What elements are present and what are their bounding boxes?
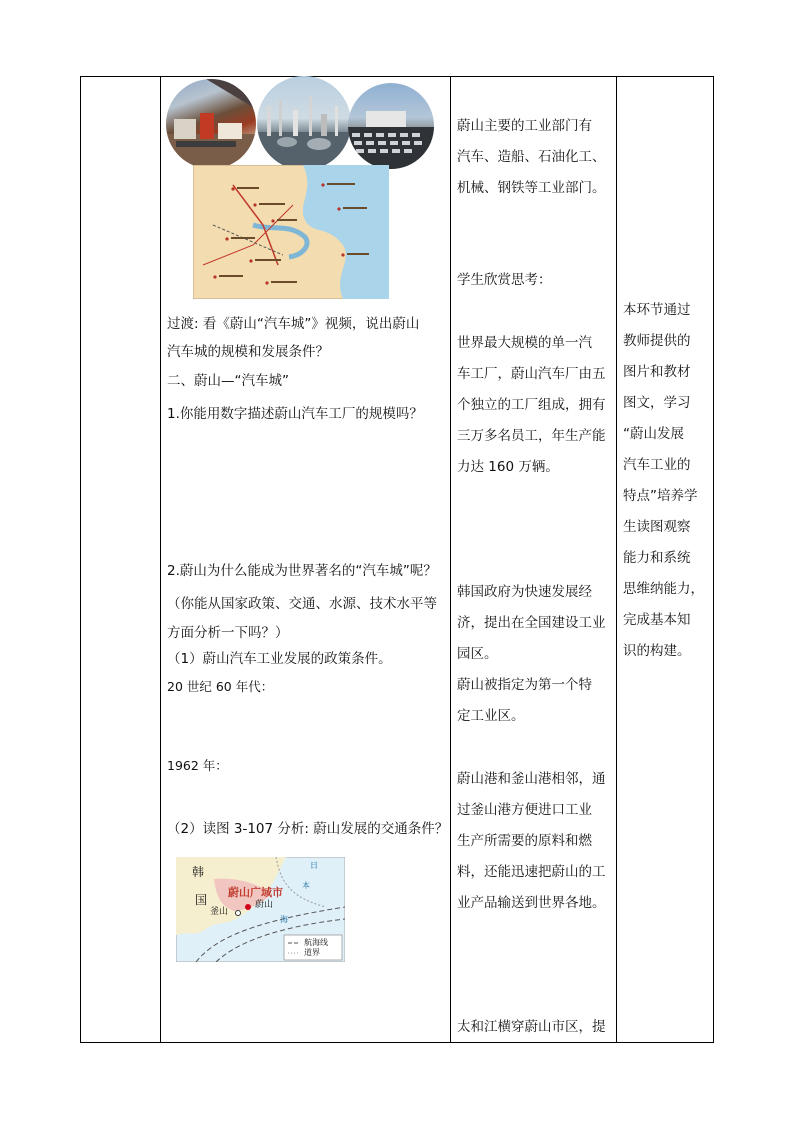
port-text-line2: 过釜山港方便进口工业	[457, 802, 592, 818]
table-top-border	[80, 76, 714, 77]
student-think-label: 学生欣赏思考：	[457, 272, 552, 288]
refinery-photo	[257, 76, 351, 170]
transition-text-line1: 过渡: 看《蔚山“汽车城”》视频，说出蔚山	[167, 316, 420, 332]
policy-text-line5: 定工业区。	[457, 708, 525, 724]
era-1960s-label: 20 世纪 60 年代：	[167, 679, 274, 694]
year-1962-label: 1962 年：	[167, 758, 228, 773]
design-intent-line: 识的构建。	[623, 643, 691, 659]
policy-text-line2: 济，提出在全国建设工业	[457, 615, 606, 631]
scale-text-line5: 力达 160 万辆。	[457, 459, 559, 475]
map-label-sea-3: 海	[280, 915, 288, 924]
design-intent-line: 图片和教材	[623, 364, 691, 380]
question-2-hint-line1: （你能从国家政策、交通、水源、技术水平等	[167, 596, 437, 612]
policy-text-line4: 蔚山被指定为第一个特	[457, 677, 592, 693]
map-label-sea-1: 日	[310, 861, 318, 870]
section-heading: 二、蔚山—“汽车城”	[167, 373, 289, 389]
industry-text-line1: 蔚山主要的工业部门有	[457, 118, 592, 134]
design-intent-line: 图文，学习	[623, 395, 691, 411]
scale-text-line3: 个独立的工厂组成，拥有	[457, 397, 606, 413]
map-label-korea-1: 韩	[192, 865, 205, 879]
design-intent-line: 特点”培养学	[623, 488, 698, 504]
design-intent-line: 生读图观察	[623, 519, 691, 535]
map-label-ulsan-city: 蔚山广域市	[228, 886, 283, 899]
table-right-border	[713, 76, 714, 1043]
port-text-line5: 业产品输送到世界各地。	[457, 895, 606, 911]
question-2: 2.蔚山为什么能成为世界著名的“汽车城”呢？	[167, 563, 437, 579]
column-divider-3	[616, 76, 617, 1043]
map-label-korea-2: 国	[195, 893, 208, 907]
transport-subquestion: （2）读图 3-107 分析: 蔚山发展的交通条件？	[167, 821, 449, 837]
design-intent-line: 汽车工业的	[623, 457, 691, 473]
design-intent-line: 本环节通过	[623, 302, 691, 318]
map-label-sea-2: 本	[302, 881, 310, 890]
column-divider-2	[450, 76, 451, 1043]
scale-text-line1: 世界最大规模的单一汽	[457, 335, 592, 351]
table-left-border	[80, 76, 81, 1043]
port-text-line3: 生产所需要的原料和燃	[457, 833, 592, 849]
design-intent-line: 能力和系统	[623, 550, 691, 566]
river-text-line1: 太和江横穿蔚山市区，提	[457, 1019, 606, 1035]
map-label-busan: 釜山	[210, 907, 229, 917]
design-intent-line: 完成基本知	[623, 612, 691, 628]
table-bottom-border	[80, 1042, 714, 1043]
policy-subquestion: （1）蔚山汽车工业发展的政策条件。	[167, 651, 392, 667]
location-map-3-107	[176, 857, 345, 962]
port-text-line1: 蔚山港和釜山港相邻，通	[457, 771, 606, 787]
policy-text-line1: 韩国政府为快速发展经	[457, 584, 592, 600]
industry-text-line3: 机械、钢铁等工业部门。	[457, 180, 606, 196]
port-text-line4: 料，还能迅速把蔚山的工	[457, 864, 606, 880]
legend-border-label: 道界	[304, 948, 320, 957]
transition-text-line2: 汽车城的规模和发展条件？	[167, 344, 329, 360]
legend-route-label: 航海线	[304, 938, 328, 947]
question-1: 1.你能用数字描述蔚山汽车工厂的规模吗？	[167, 406, 423, 422]
column-divider-1	[160, 76, 161, 1043]
design-intent-line: 教师提供的	[623, 333, 691, 349]
design-intent-line: “蔚山发展	[623, 426, 684, 442]
industry-text-line2: 汽车、造船、石油化工、	[457, 149, 606, 165]
car-export-photo	[348, 83, 434, 169]
design-intent-line: 思维纳能力，	[623, 581, 704, 597]
ulsan-city-map	[193, 165, 389, 299]
scale-text-line2: 车工厂，蔚山汽车厂由五	[457, 366, 606, 382]
map-label-ulsan: 蔚山	[255, 900, 274, 910]
scale-text-line4: 三万多名员工，年生产能	[457, 428, 606, 444]
policy-text-line3: 园区。	[457, 646, 498, 662]
question-2-hint-line2: 方面分析一下吗？）	[167, 625, 289, 641]
shipyard-photo	[166, 79, 256, 169]
